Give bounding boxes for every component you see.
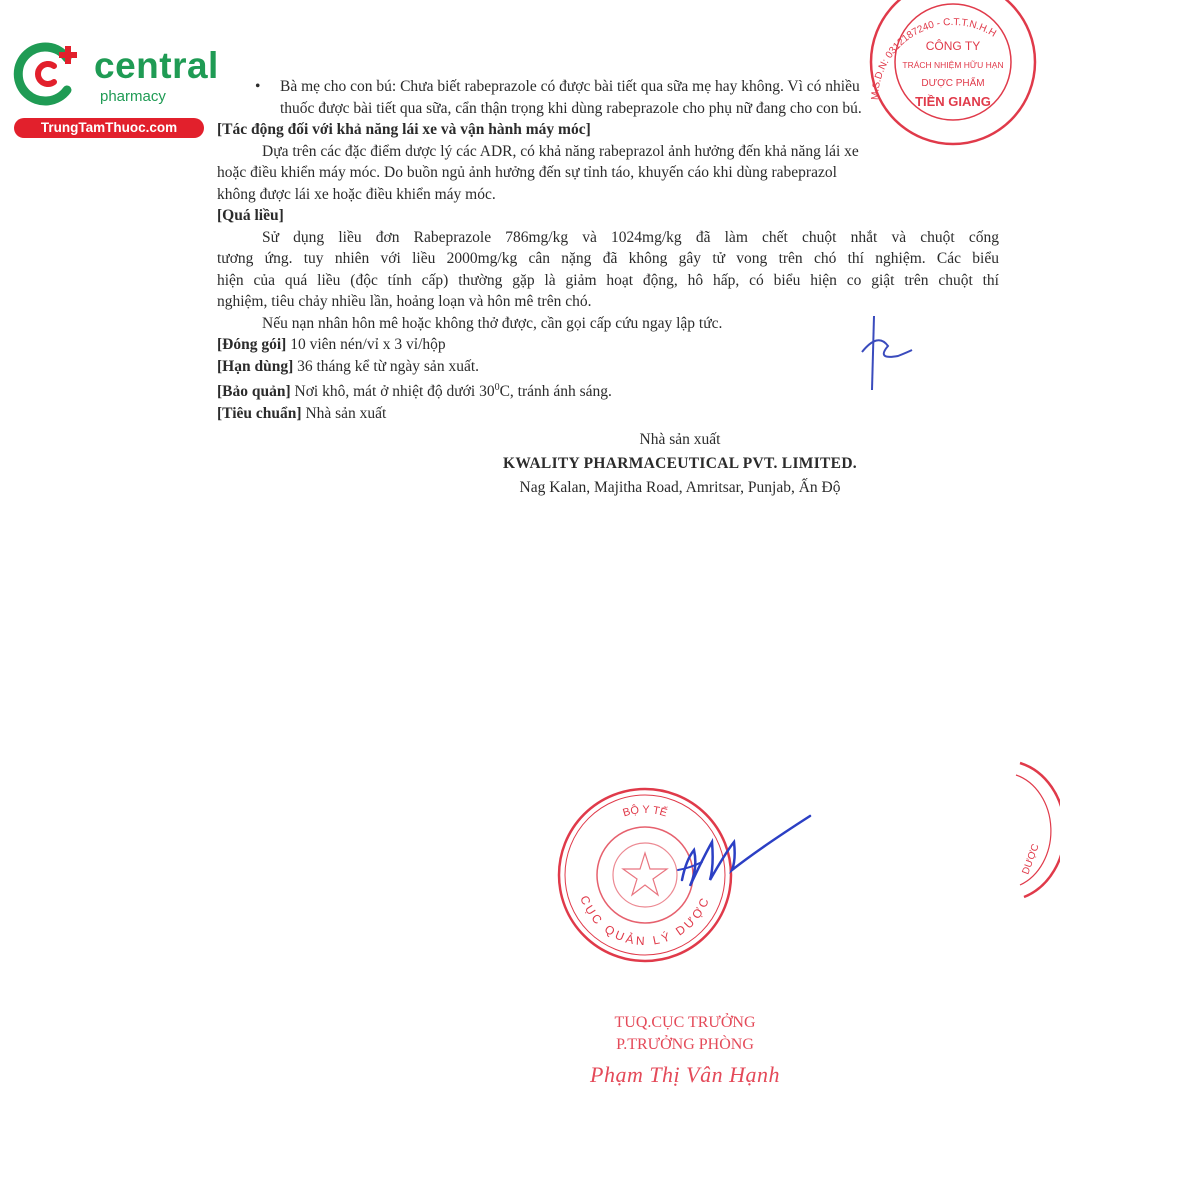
company-stamp-line3: DƯỢC PHẨM — [921, 78, 985, 89]
breastfeeding-text-1: Bà mẹ cho con bú: Chưa biết rabeprazole có được bài tiết qua sữa mẹ hay không. Vì có nhiều — [280, 78, 860, 95]
storage-label: [Bảo quản] — [217, 383, 291, 401]
section-driving-title: [Tác động đối với khả năng lái xe và vận hành máy móc] — [217, 121, 591, 138]
driving-text-1: Dựa trên các đặc điểm dược lý các ADR, có khả năng rabeprazol ảnh hưởng đến khả năng lái xe — [262, 142, 859, 160]
partial-stamp-text: DƯỢC — [1020, 842, 1042, 877]
driving-text-3: không được lái xe hoặc điều khiển máy móc. — [217, 185, 496, 203]
overdose-text-5: Nếu nạn nhân hôn mê hoặc không thở được, cần gọi cấp cứu ngay lập tức. — [262, 314, 723, 332]
storage-value-end: C, tránh ánh sáng. — [499, 383, 612, 401]
breastfeeding-text-2: thuốc được bài tiết qua sữa, cẩn thận trọng khi dùng rabeprazole cho phụ nữ đang cho con bú. — [280, 99, 862, 117]
initials-signature — [848, 312, 928, 392]
standard-label: [Tiêu chuẩn] — [217, 404, 302, 422]
company-stamp-line2: TRÁCH NHIỆM HỮU HẠN — [902, 60, 1004, 70]
section-overdose-heading — [217, 205, 999, 227]
manufacturer-address: Nag Kalan, Majitha Road, Amritsar, Punjab, Ấn Độ — [519, 479, 841, 496]
signer-title-2: P.TRƯỞNG PHÒNG — [616, 1036, 754, 1053]
company-stamp-line4: TIỀN GIANG — [915, 94, 991, 109]
overdose-text-2: tương ứng. tuy nhiên với liều 2000mg/kg cân nặng đã không gây tử vong trên chó thí nghiệm. Các biểu — [217, 250, 999, 267]
overdose-text-1: Sử dụng liều đơn Rabeprazole 786mg/kg và 1024mg/kg đã làm chết chuột nhắt và chuột cống — [262, 228, 999, 246]
company-stamp-ring-text: M.S.D.N: 0312187240 - C.T.T.N.H.H — [869, 16, 998, 101]
ministry-stamp-top-text: BỘ Y TẾ — [621, 803, 669, 820]
company-stamp-line1: CÔNG TY — [925, 39, 981, 53]
overdose-text-4: nghiệm, tiêu chảy nhiều lần, hoảng loạn và hôn mê trên chó. — [217, 293, 592, 310]
signer-name: Phạm Thị Vân Hạnh — [590, 1062, 780, 1087]
standard-value: Nhà sản xuất — [301, 404, 387, 422]
standard-row — [217, 403, 999, 425]
bullet-dot-icon: • — [255, 78, 261, 95]
ministry-stamp-bottom-text: CỤC QUẢN LÝ DƯỢC — [577, 893, 713, 949]
central-pharmacy-logo-icon — [10, 38, 82, 110]
logo-subtitle: pharmacy — [100, 88, 166, 105]
manufacturer-block — [300, 428, 1060, 500]
company-stamp — [858, 0, 1048, 150]
central-pharmacy-logo — [10, 38, 225, 138]
logo-brand: central — [94, 45, 219, 86]
overdose-text-3: hiện của quá liều (độc tính cấp) thường gặp là giảm hoạt động, hô hấp, có biểu hiện co giật trên chuột thí — [217, 271, 999, 289]
storage-value: Nơi khô, mát ở nhiệt độ dưới 30 — [290, 383, 495, 401]
section-overdose-title: [Quá liều] — [217, 207, 284, 224]
partial-stamp — [990, 755, 1060, 905]
manufacturer-heading: Nhà sản xuất — [639, 431, 721, 448]
packaging-label: [Đóng gói] — [217, 336, 287, 353]
expiry-label: [Hạn dùng] — [217, 357, 294, 375]
official-signature — [660, 808, 825, 898]
logo-site-banner: TrungTamThuoc.com — [14, 118, 204, 138]
expiry-value: 36 tháng kể từ ngày sản xuất. — [293, 357, 480, 375]
signer-title-1: TUQ.CỤC TRƯỞNG — [614, 1014, 756, 1031]
storage-degree: 0 — [494, 382, 500, 393]
manufacturer-name: KWALITY PHARMACEUTICAL PVT. LIMITED. — [503, 455, 857, 472]
packaging-value: 10 viên nén/vỉ x 3 vỉ/hộp — [286, 336, 446, 353]
signer-block — [560, 1012, 810, 1086]
driving-text-2: hoặc điều khiển máy móc. Do buồn ngủ ảnh hưởng đến sự tỉnh táo, khuyến cáo khi dùng rabeprazol — [217, 164, 837, 181]
